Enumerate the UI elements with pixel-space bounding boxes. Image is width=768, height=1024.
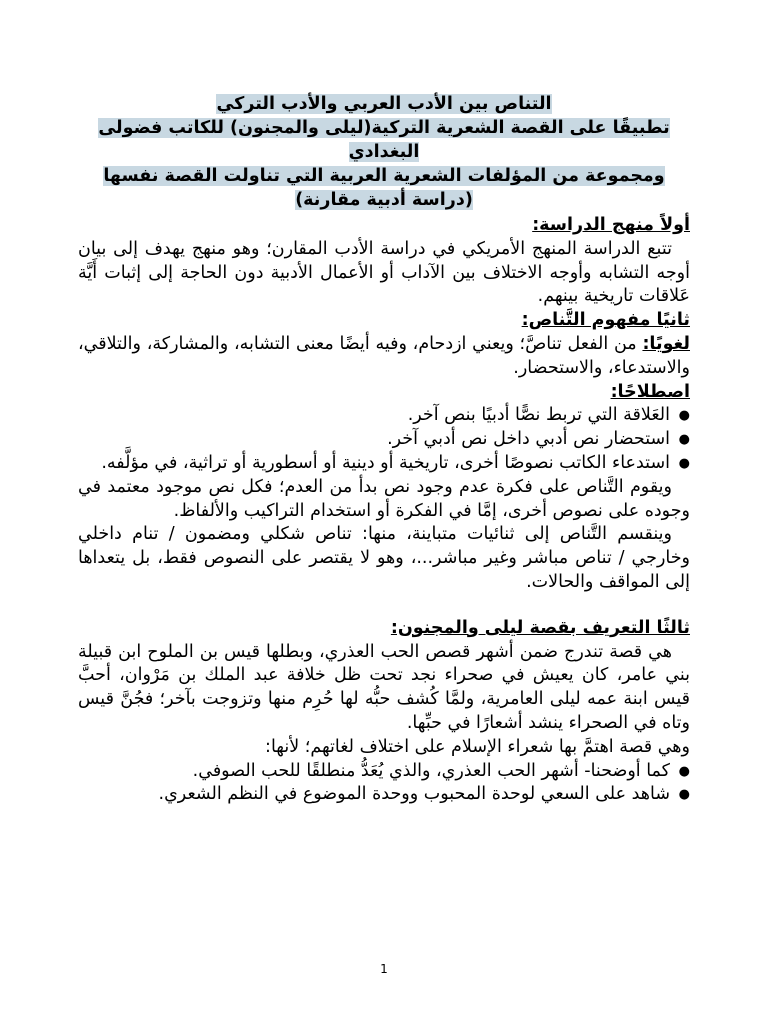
list-item: ● العَلاقة التي تربط نصًّا أدبيًا بنص آخر. <box>78 404 670 428</box>
list-item: ● استدعاء الكاتب نصوصًا أخرى، تاريخية أو دينية أو أسطورية أو تراثية، في مؤلَّفه. <box>78 452 670 476</box>
spacer <box>78 595 690 617</box>
section-heading-intertextuality: ثانيًا مفهوم التَّناص: <box>521 310 690 331</box>
document-title <box>78 92 690 212</box>
methodology-paragraph: تتبع الدراسة المنهج الأمريكي في دراسة الأدب المقارن؛ وهو منهج يهدف إلى بيان أوجه التشابه وأوجه الاختلاف بين الآداب أو الأعمال الأدبية دون الحاجة إلى إثبات أَيَّة عَلاقات تاريخية بينهم. <box>78 238 690 307</box>
story-paragraph-2: وهي قصة اهتمَّ بها شعراء الإسلام على اختلاف لغاتهم؛ لأنها: <box>265 736 690 757</box>
list-item: ● شاهد على السعي لوحدة المحبوب ووحدة الموضوع في النظم الشعري. <box>78 783 670 807</box>
story-paragraph-1: هي قصة تندرج ضمن أشهر قصص الحب العذري، وبطلها قيس بن الملوح ابن قبيلة بني عامر، كان يعيش في صحراء نجد تحت ظل خلافة عبد الملك بن مَرْوان، أحبَّ قيس ابنة عمه ليلى العامرية، ولمَّا كُشف حبُّه لها حُرِم منها وتزوجت بآخر؛ فجُنَّ قيس وتاه في الصحراء ينشد أشعارًا في حبِّها. <box>78 641 690 733</box>
definitions-list <box>78 404 690 475</box>
title-line-3: ومجموعة من المؤلفات الشعرية العربية التي تناولت القصة نفسها <box>103 166 665 186</box>
section-heading-methodology: أولاً منهج الدراسة: <box>532 215 690 235</box>
list-item: ● كما أوضحنا- أشهر الحب العذري، والذي يُعَدُّ منطلقًا للحب الصوفي. <box>78 760 670 784</box>
technical-label: اصطلاحًا: <box>610 381 690 402</box>
linguistic-text: من الفعل تناصَّ؛ ويعني ازدحام، وفيه أيضًا معنى التشابه، والمشاركة، والتلاقي، والاستدعاء، والاستحضار. <box>78 333 690 378</box>
intertextuality-paragraph-1: ويقوم التَّناص على فكرة عدم وجود نص بدأ من العدم؛ فكل نص موجود معتمد في وجوده على نصوص أخرى، إمَّا في الفكرة أو استخدام التراكيب والألفاظ. <box>78 476 690 521</box>
linguistic-label: لغويًا: <box>642 333 690 354</box>
linguistic-definition <box>78 333 690 381</box>
title-line-1: التناص بين الأدب العربي والأدب التركي <box>216 94 552 114</box>
list-item: ● استحضار نص أدبي داخل نص أدبي آخر. <box>78 428 670 452</box>
story-reasons-list <box>78 760 690 808</box>
intertextuality-paragraph-2: وينقسم التَّناص إلى ثنائيات متباينة، منها: تناص شكلي ومضمون / تنام داخلي وخارجي / تناص مباشر وغير مباشر...، وهو لا يقتصر على النصوص فقط، بل يتعداها إلى المواقف والحالات. <box>78 524 690 592</box>
title-line-2: تطبيقًا على القصة الشعرية التركية(ليلى والمجنون) للكاتب فضولى البغدادي <box>98 118 670 162</box>
title-line-4: (دراسة أدبية مقارنة) <box>295 190 473 210</box>
page-number: 1 <box>380 962 388 976</box>
section-heading-story: ثالثًا التعريف بقصة ليلى والمجنون: <box>390 617 690 638</box>
